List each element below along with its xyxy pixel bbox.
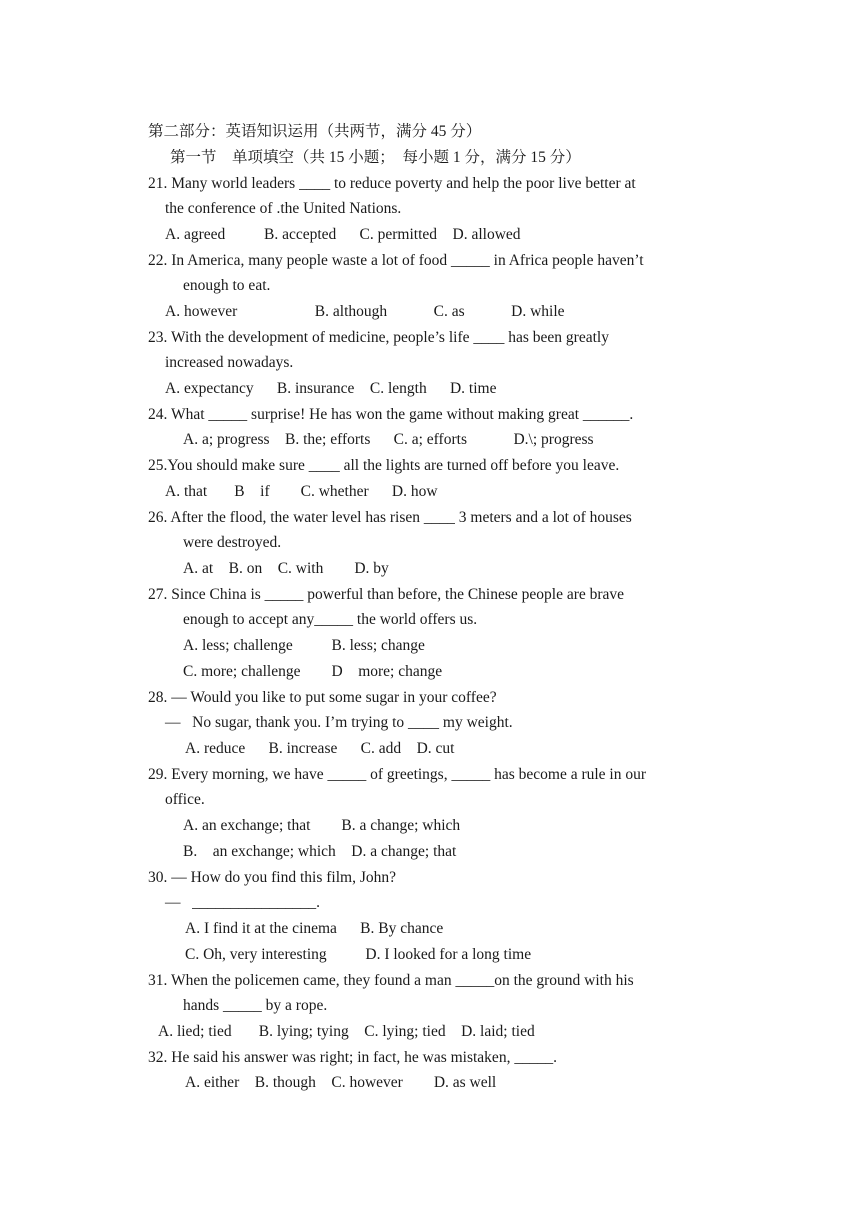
question-28-options: A. reduce B. increase C. add D. cut [185,740,455,757]
question-21-stem-line-1: 21. Many world leaders ____ to reduce poverty and help the poor live better at [148,175,636,192]
question-26-stem-line-1: 26. After the flood, the water level has risen ____ 3 meters and a lot of houses [148,509,632,526]
question-28-stem-line-2: — No sugar, thank you. I’m trying to ____ my weight. [165,714,513,731]
question-28-stem-line-1: 28. — Would you like to put some sugar in your coffee? [148,689,497,706]
question-26-options: A. at B. on C. with D. by [183,560,389,577]
section-title: 第二部分：英语知识运用（共两节，满分 45 分） [148,123,482,140]
question-30-stem-line-2: — ________________. [165,894,320,911]
question-29-options-line-2: B. an exchange; which D. a change; that [183,843,457,860]
question-22-stem-line-1: 22. In America, many people waste a lot of food _____ in Africa people haven’t [148,252,644,269]
question-24-stem: 24. What _____ surprise! He has won the game without making great ______. [148,406,634,423]
question-21-stem-line-2: the conference of .the United Nations. [165,200,402,217]
subsection-title: 第一节 单项填空（共 15 小题； 每小题 1 分，满分 15 分） [170,149,581,166]
question-23-options: A. expectancy B. insurance C. length D. time [165,380,497,397]
question-27-stem-line-2: enough to accept any_____ the world offers us. [183,611,478,628]
question-31-stem-line-1: 31. When the policemen came, they found a man _____on the ground with his [148,972,634,989]
question-29-stem-line-1: 29. Every morning, we have _____ of greetings, _____ has become a rule in our [148,766,647,783]
question-25-options: A. that B if C. whether D. how [165,483,438,500]
question-30-stem-line-1: 30. — How do you find this film, John? [148,869,396,886]
question-25-stem: 25.You should make sure ____ all the lights are turned off before you leave. [148,457,620,474]
question-21-options: A. agreed B. accepted C. permitted D. allowed [165,226,521,243]
question-31-options: A. lied; tied B. lying; tying C. lying; tied D. laid; tied [158,1023,535,1040]
question-32-options: A. either B. though C. however D. as well [185,1074,497,1091]
question-26-stem-line-2: were destroyed. [183,534,282,551]
question-29-options-line-1: A. an exchange; that B. a change; which [183,817,461,834]
question-30-options-line-2: C. Oh, very interesting D. I looked for a long time [185,946,532,963]
question-30-options-line-1: A. I find it at the cinema B. By chance [185,920,444,937]
question-24-options: A. a; progress B. the; efforts C. a; efforts D.\; progress [183,431,594,448]
question-22-options: A. however B. although C. as D. while [165,303,565,320]
question-23-stem-line-1: 23. With the development of medicine, people’s life ____ has been greatly [148,329,609,346]
question-27-options-line-1: A. less; challenge B. less; change [183,637,425,654]
question-23-stem-line-2: increased nowadays. [165,354,294,371]
question-27-options-line-2: C. more; challenge D more; change [183,663,443,680]
question-27-stem-line-1: 27. Since China is _____ powerful than before, the Chinese people are brave [148,586,625,603]
question-31-stem-line-2: hands _____ by a rope. [183,997,328,1014]
question-22-stem-line-2: enough to eat. [183,277,271,294]
question-32-stem: 32. He said his answer was right; in fact, he was mistaken, _____. [148,1049,557,1066]
question-29-stem-line-2: office. [165,791,205,808]
